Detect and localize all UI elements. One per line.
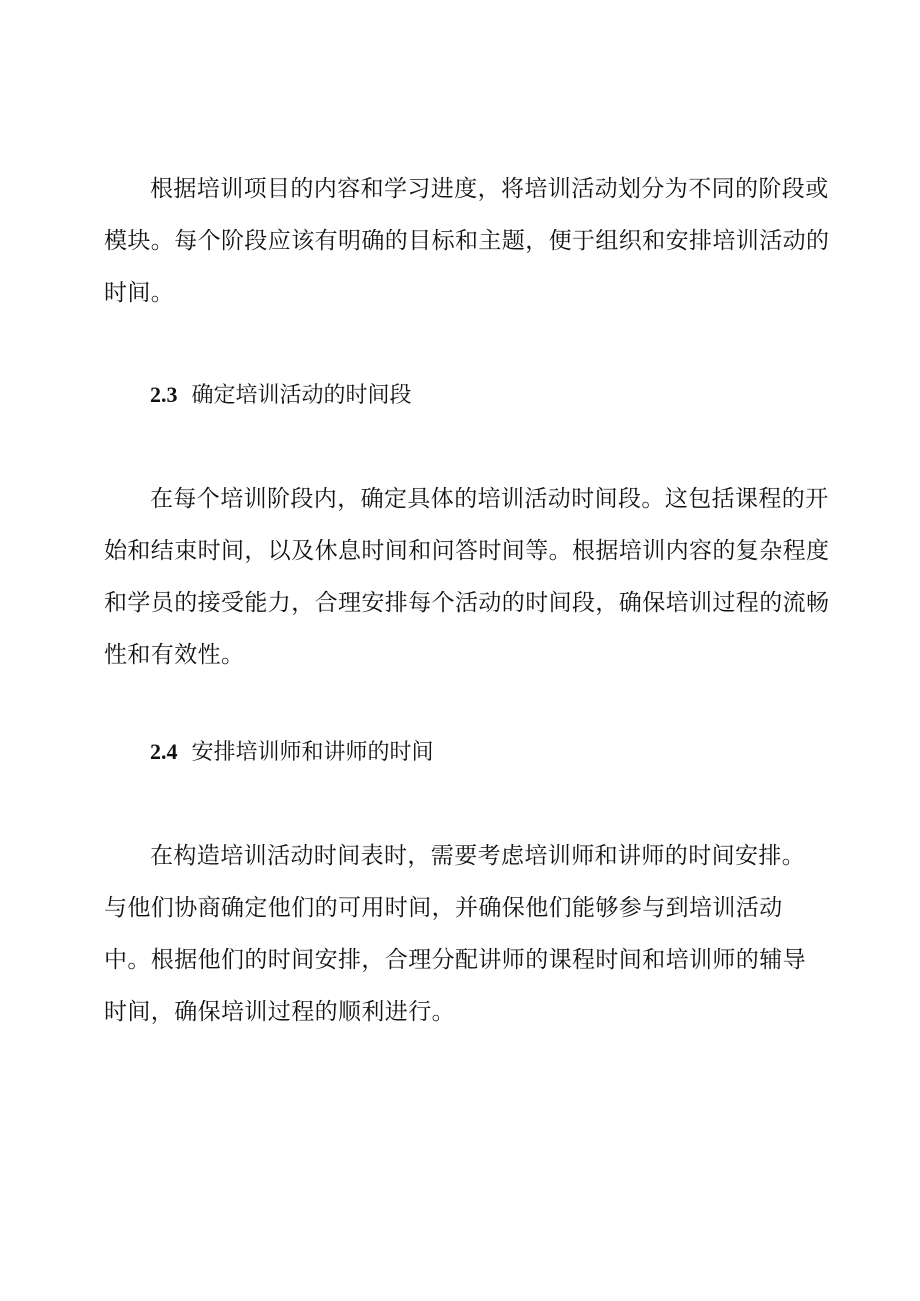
section-title: 安排培训师和讲师的时间 <box>191 740 434 765</box>
paragraph-line: 性和有效性。 <box>104 642 245 668</box>
paragraph-time-slots <box>104 473 830 681</box>
paragraph-line: 与他们协商确定他们的可用时间，并确保他们能够参与到培训活动 <box>104 895 783 921</box>
section-number: 2.4 <box>150 739 178 764</box>
section-heading-2-4 <box>150 737 434 768</box>
paragraph-line: 根据培训项目的内容和学习进度，将培训活动划分为不同的阶段或 <box>150 176 829 202</box>
paragraph-stage-division <box>104 163 830 319</box>
section-title: 确定培训活动的时间段 <box>191 383 412 408</box>
paragraph-line: 在构造培训活动时间表时，需要考虑培训师和讲师的时间安排。 <box>150 843 806 869</box>
paragraph-line: 时间。 <box>104 280 175 306</box>
section-heading-2-3 <box>150 380 412 411</box>
paragraph-line: 在每个培训阶段内，确定具体的培训活动时间段。这包括课程的开 <box>150 486 829 512</box>
paragraph-line: 中。根据他们的时间安排，合理分配讲师的课程时间和培训师的辅导 <box>104 947 806 973</box>
paragraph-line: 模块。每个阶段应该有明确的目标和主题，便于组织和安排培训活动的 <box>104 228 830 254</box>
section-number: 2.3 <box>150 382 178 407</box>
paragraph-trainer-schedule <box>104 830 824 1038</box>
paragraph-line: 时间，确保培训过程的顺利进行。 <box>104 999 455 1025</box>
paragraph-line: 始和结束时间，以及休息时间和问答时间等。根据培训内容的复杂程度 <box>104 538 830 564</box>
paragraph-line: 和学员的接受能力，合理安排每个活动的时间段，确保培训过程的流畅 <box>104 590 830 616</box>
